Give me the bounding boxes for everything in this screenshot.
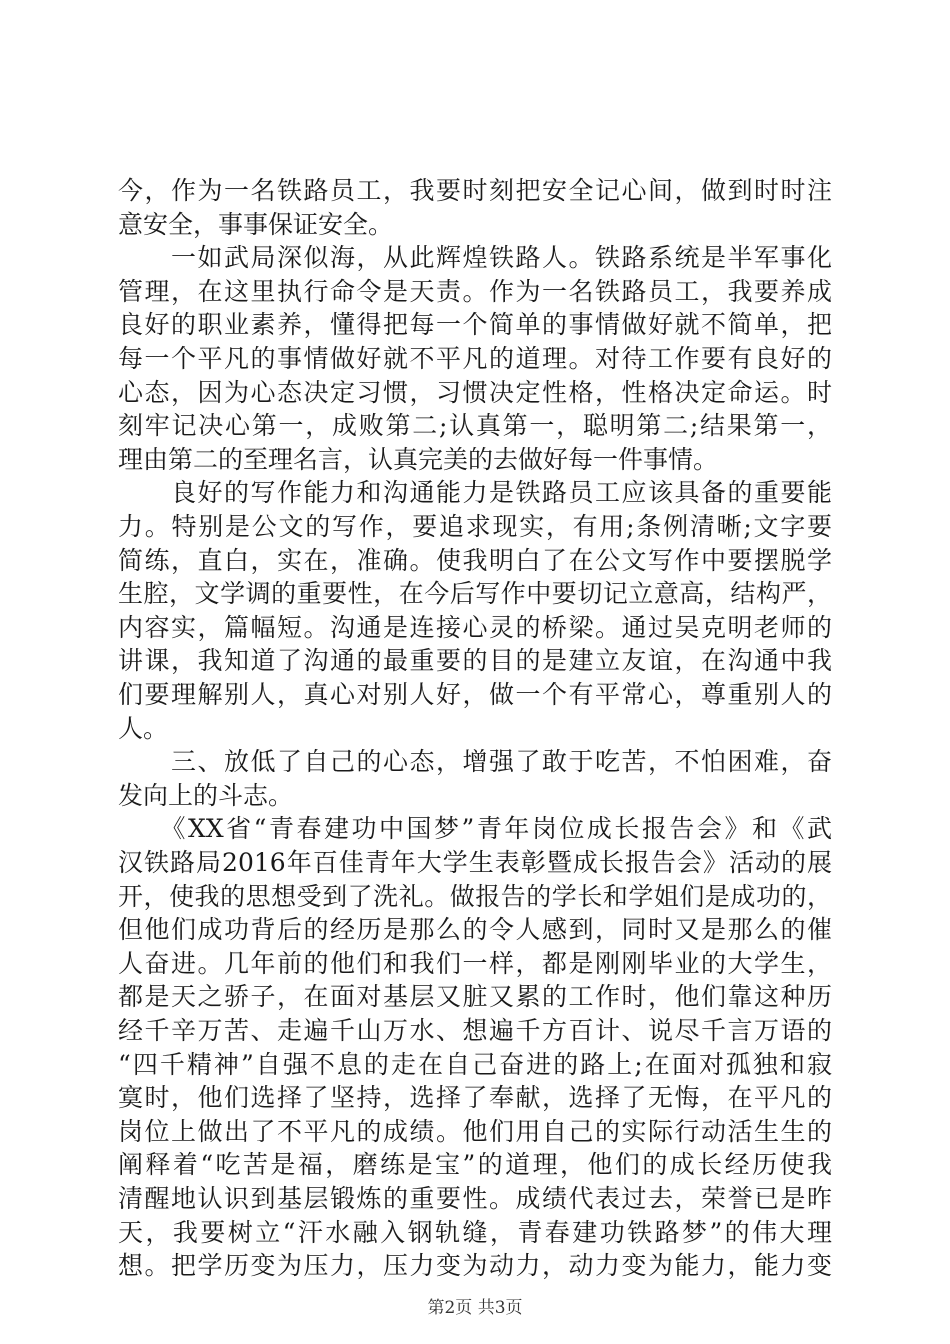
text-line: 理由第二的至理名言，认真完美的去做好每一件事情。 (118, 444, 719, 474)
text-line: 人奋进。几年前的他们和我们一样，都是刚刚毕业的大学生， (118, 948, 832, 978)
text-line: 经千辛万苦、走遍千山万水、想遍千方百计、说尽千言万语的 (118, 1016, 832, 1045)
text-line: 们要理解别人，真心对别人好，做一个有平常心，尊重别人的 (118, 680, 832, 709)
text-line: 寞时，他们选择了坚持，选择了奉献，选择了无悔，在平凡的 (118, 1083, 832, 1113)
text-line: 今，作为一名铁路员工，我要时刻把安全记心间，做到时时注 (118, 176, 832, 205)
text-line: 内容实，篇幅短。沟通是连接心灵的桥梁。通过吴克明老师的 (118, 612, 832, 642)
text-line: 天，我要树立“汗水融入钢轨缝，青春建功铁路梦”的伟大理 (118, 1217, 832, 1247)
text-line: 发向上的斗志。 (118, 780, 294, 810)
text-line: 三、放低了自己的心态，增强了敢于吃苦，不怕困难，奋 (118, 747, 832, 777)
text-line: 管理，在这里执行命令是天责。作为一名铁路员工，我要养成 (118, 276, 832, 306)
page-number-footer: 第2页 共3页 (427, 1298, 523, 1318)
text-line: 每一个平凡的事情做好就不平凡的道理。对待工作要有良好的 (118, 344, 832, 373)
text-line: 良好的写作能力和沟通能力是铁路员工应该具备的重要能 (118, 478, 832, 508)
text-line: 简练，直白，实在，准确。使我明白了在公文写作中要摆脱学 (118, 545, 832, 575)
text-line: 一如武局深似海，从此辉煌铁路人。铁路系统是半军事化 (118, 243, 832, 273)
text-line: 阐释着“吃苦是福，磨练是宝”的道理，他们的成长经历使我 (118, 1150, 832, 1180)
text-line: 清醒地认识到基层锻炼的重要性。成绩代表过去，荣誉已是昨 (118, 1184, 832, 1213)
text-line: 开，使我的思想受到了洗礼。做报告的学长和学姐们是成功的， (118, 881, 832, 911)
text-line: 讲课，我知道了沟通的最重要的目的是建立友谊，在沟通中我 (118, 646, 832, 676)
text-line: 心态，因为心态决定习惯，习惯决定性格，性格决定命运。时 (118, 377, 832, 407)
text-line: 良好的职业素养，懂得把每一个简单的事情做好就不简单，把 (118, 310, 832, 340)
text-line: 但他们成功背后的经历是那么的令人感到，同时又是那么的催 (118, 915, 832, 945)
text-line: 意安全，事事保证安全。 (118, 209, 394, 239)
text-line: 《XX省“青春建功中国梦”青年岗位成长报告会》和《武 (118, 814, 832, 844)
text-line: 汉铁路局2016年百佳青年大学生表彰暨成长报告会》活动的展 (118, 848, 832, 877)
text-line: 生腔，文学调的重要性，在今后写作中要切记立意高，结构严， (118, 579, 832, 609)
text-line: “四千精神”自强不息的走在自己奋进的路上;在面对孤独和寂 (118, 1049, 832, 1079)
text-line: 刻牢记决心第一，成败第二;认真第一，聪明第二;结果第一， (118, 411, 832, 441)
text-line: 都是天之骄子，在面对基层又脏又累的工作时，他们靠这种历 (118, 982, 832, 1012)
text-line: 力。特别是公文的写作，要追求现实，有用;条例清晰;文字要 (118, 512, 832, 541)
text-line: 想。把学历变为压力，压力变为动力，动力变为能力，能力变 (118, 1251, 832, 1281)
text-line: 人。 (118, 713, 169, 743)
text-line: 岗位上做出了不平凡的成绩。他们用自己的实际行动活生生的 (118, 1116, 832, 1146)
